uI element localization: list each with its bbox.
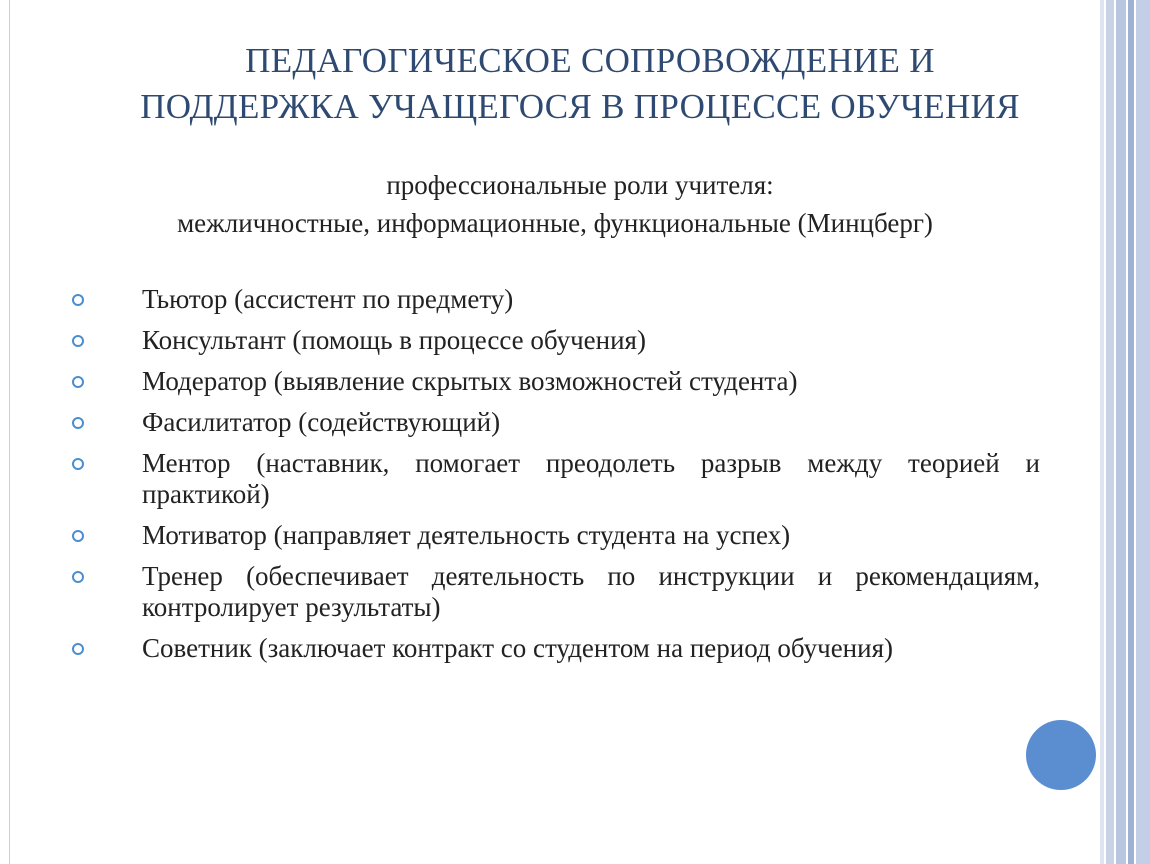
- role-text: Фасилитатор (содействующий): [142, 407, 501, 437]
- subtitle-line-2: межличностные, информационные, функциональные (Минцберг): [177, 208, 933, 238]
- circle-bullet-icon: [72, 417, 84, 429]
- circle-bullet-icon: [72, 643, 84, 655]
- decorative-circle: [1026, 720, 1096, 790]
- list-item: [70, 561, 1040, 623]
- slide-subtitle: [60, 166, 1050, 242]
- slide-title-line-1: ПЕДАГОГИЧЕСКОЕ СОПРОВОЖДЕНИЕ И: [245, 41, 935, 80]
- list-item: [70, 325, 1040, 356]
- right-decor-stripe: [1136, 0, 1150, 864]
- list-item: [70, 366, 1040, 397]
- list-item: [70, 633, 1040, 664]
- role-text: Мотиватор (направляет деятельность студента на успех): [142, 520, 791, 550]
- role-text: Модератор (выявление скрытых возможностей студента): [142, 366, 798, 396]
- role-text: Ментор (наставник, помогает преодолеть разрыв между теорией и практикой): [142, 448, 1040, 509]
- circle-bullet-icon: [72, 294, 84, 306]
- role-text: Советник (заключает контракт со студентом на период обучения): [142, 633, 893, 663]
- role-text: Тренер (обеспечивает деятельность по инструкции и рекомендациям, контролирует результаты): [142, 561, 1040, 622]
- circle-bullet-icon: [72, 376, 84, 388]
- role-text: Консультант (помощь в процессе обучения): [142, 325, 646, 355]
- list-item: [70, 407, 1040, 438]
- subtitle-line-1: профессиональные роли учителя:: [386, 170, 774, 200]
- right-decor-stripe: [1116, 0, 1126, 864]
- circle-bullet-icon: [72, 571, 84, 583]
- left-border-line: [9, 0, 10, 864]
- circle-bullet-icon: [72, 530, 84, 542]
- right-decor-stripe: [1100, 0, 1104, 864]
- list-item: [70, 284, 1040, 315]
- circle-bullet-icon: [72, 335, 84, 347]
- right-decor-stripe: [1128, 0, 1134, 864]
- role-text: Тьютор (ассистент по предмету): [142, 284, 514, 314]
- slide-title: [120, 38, 1040, 130]
- list-item: [70, 520, 1040, 551]
- roles-list: [70, 284, 1040, 674]
- list-item: [70, 448, 1040, 510]
- circle-bullet-icon: [72, 458, 84, 470]
- slide-title-line-2: ПОДДЕРЖКА УЧАЩЕГОСЯ В ПРОЦЕССЕ ОБУЧЕНИЯ: [140, 87, 1020, 126]
- right-decor-stripe: [1106, 0, 1114, 864]
